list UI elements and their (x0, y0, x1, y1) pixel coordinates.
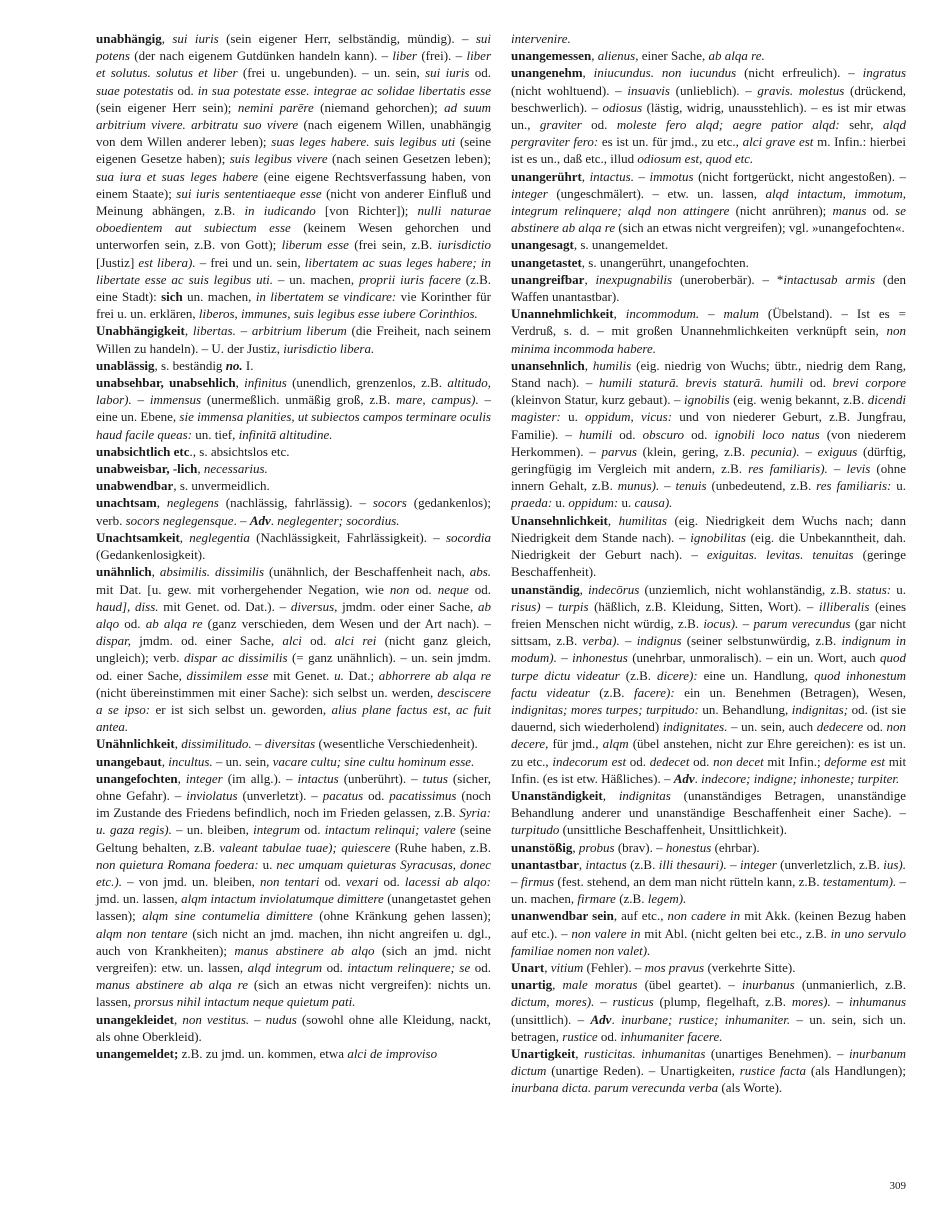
dictionary-entry: unabhängig, sui iuris (sein eigener Herr, selbständig, mündig). – sui potens (der nach eigenem Gutdünken handeln kann). – liber (frei). – liber et solutus. solutus et liber (frei u. ungebunden). – un. sein, sui iuris od. suae potestatis od. in sua potestate esse. integrae ac solidae libertatis esse (sein eigener Herr sein); nemini parēre (niemand gehorchen); ad suum arbitrium vivere. arbitratu suo vivere (nach eigenem Willen, unabhängig von dem Willen anderer leben); suas leges habere. suis legibus uti (seine eigenen Gesetze haben); suis legibus vivere (nach seinen Gesetzen leben); sua iura et suas leges habere (eine eigene Rechtsverfassung haben, von einem Staate); sui iuris sententiaeque esse (nicht von anderer Einfluß und Meinung abhängen, z.B. in iudicando [von Richter]); nulli naturae oboedientem aut subiectum esse (keinem Wesen gehorchen und unterworfen sein, z.B. von Gott); liberum esse (frei sein, z.B. iurisdictio [Justiz] est libera). – frei und un. sein, libertatem ac suas leges habere; in libertate esse ac suis legibus uti. – un. machen, proprii iuris facere (z.B. eine Stadt): sich un. machen, in libertatem se vindicare: vie Korinther für frei u. un. erklären, liberos, immunes, suis legibus esse iubere Corinthios. (96, 31, 492, 322)
dictionary-entry: Unabhängigkeit, libertas. – arbitrium liberum (die Freiheit, nach seinem Willen zu handeln). – U. der Justiz, iurisdictio libera. (96, 323, 492, 356)
dictionary-entry: intervenire. (511, 31, 571, 46)
dictionary-entry: unähnlich, absimilis. dissimilis (unähnlich, der Beschaffenheit nach, abs. mit Dat. [u. gew. mit vorhergehender Negation, wie non od. neque od. haud], diss. mit Genet. od. Dat.). – diversus, jmdm. oder einer Sache, ab alqo od. ab alqa re (ganz verschieden, dem Wesen und der Art nach). – dispar, jmdm. od. einer Sache, alci od. alci rei (nicht ganz gleich, ungleich); verb. dispar ac dissimilis (= ganz unähnlich). – un. sein jmdm. od. einer Sache, dissimilem esse mit Genet. u. Dat.; abhorrere ab alqa re (nicht übereinstimmen mit einer Sache): sich selbst un. werden, desciscere a se ipso: er ist sich selbst un. geworden, alius plane factus est, ac fuit antea. (96, 564, 492, 735)
dictionary-entry: Unachtsamkeit, neglegentia (Nachlässigkeit, Fahrlässigkeit). – socordia (Gedankenlosigkeit). (96, 529, 491, 563)
dictionary-entry: unanwendbar sein, auf etc., non cadere in mit Akk. (keinen Bezug haben auf etc.). – non valere in mit Abl. (nicht gelten bei etc., z.B. in uno servulo familiae nomen non valet). (511, 908, 906, 958)
dictionary-entry: unachtsam, neglegens (nachlässig, fahrlässig). – socors (gedankenlos); verb. socors neglegensque. – Adv. neglegenter; socordius. (96, 495, 491, 528)
dictionary-entry: unangemeldet; z.B. zu jmd. un. kommen, etwa alci de improviso (96, 1045, 438, 1061)
dictionary-entry: unangesagt, s. unangemeldet. (511, 237, 669, 253)
dictionary-entry: Unanständigkeit, indignitas (unanständiges Betragen, unanständige Behandlung anderer und unanständige Beschaffenheit einer Sache). – turpitudo (unsittliche Beschaffenheit, Unsittlichkeit). (511, 787, 906, 838)
dictionary-page (96, 30, 906, 1180)
dictionary-entry: unangefochten, integer (im allg.). – intactus (unberührt). – tutus (sicher, ohne Gefahr). – inviolatus (unverletzt). – pacatus od. pacatissimus (noch im Zustande des Friedens befindlich, noch im Frieden gelassen, z.B. Syria: u. gaza regis). – un. bleiben, integrum od. intactum relinqui; valere (seine Geltung behalten, z.B. valeant tabulae tuae); quiescere (Ruhe haben, z.B. non quietura Romana foedera: u. nec umquam quieturas Syracusas, donec etc.). – von jmd. un. bleiben, non tentari od. vexari od. lacessi ab alqo: jmd. un. lassen, alqm intactum inviolatumque dimittere (unangetastet gehen lassen); alqm sine contumelia dimittere (ohne Kränkung gehen lassen); alqm non tentare (sich nicht an jmd. machen, ihn nicht angreifen u. dgl., auch von Krankheiten); manus abstinere ab alqo (sich an jmd. nicht vergreifen): etw. un. lassen, alqd integrum od. intactum relinquere; se od. manus abstinere ab alqa re (sich an etwas nicht vergreifen): nichts un. lassen, prorsus nihil intactum neque quietum pati. (96, 770, 492, 1010)
dictionary-entry: unangemessen, alienus, einer Sache, ab alqa re. (511, 48, 765, 64)
dictionary-entry: unangreifbar, inexpugnabilis (uneroberbär). – *intactusab armis (den Waffen unantastbar). (511, 271, 906, 305)
dictionary-entry: unanständig, indecōrus (unziemlich, nicht wohlanständig, z.B. status: u. risus) – turpis (häßlich, z.B. Kleidung, Sitten, Wort). – illiberalis (eines freien Menschen nicht würdig, z.B. iocus). – parum verecundus (gar nicht sittsam, z.B. verba). – indignus (seiner selbstunwürdig, z.B. indignum in modum). – inhonestus (unehrbar, unmoralisch). – ein un. Wort, auch quod turpe dictu videatur (z.B. dicere): eine un. Handlung, quod inhonestum factu videatur (z.B. facere): ein un. Benehmen (Betragen), Wesen, indignitas; mores turpes; turpitudo: un. Behandlung, indignitas; od. (ist sie dauernd, sich wiederholend) indignitates. – un. sein, auch dedecere od. non decere, für jmd., alqm (übel anstehen, nicht zur Ehre gereichen): es ist un. zu etc., indecorum est od. dedecet od. non decet mit Infin.; deforme est mit Infin. (es ist etw. Häßliches). – Adv. indecore; indigne; inhoneste; turpiter. (511, 581, 907, 786)
dictionary-entry: unanstößig, probus (brav). – honestus (ehrbar). (511, 839, 760, 855)
dictionary-entry: unartig, male moratus (übel geartet). – inurbanus (unmanierlich, z.B. dictum, mores). – rusticus (plump, flegelhaft, z.B. mores). – inhumanus (unsittlich). – Adv. inurbane; rustice; inhumaniter. – un. sein, sich un. betragen, rustice od. inhumaniter facere. (511, 977, 907, 1044)
dictionary-entry: unabweisbar, -lich, necessarius. (96, 461, 268, 477)
dictionary-entry: unansehnlich, humilis (eig. niedrig von Wuchs; übtr., niedrig dem Rang, Stand nach). – humili staturā. brevis staturā. humili od. brevi corpore (kleinvon Statur, kurz gebaut). – ignobilis (eig. wenig bekannt, z.B. dicendi magister: u. oppidum, vicus: und von niederer Geburt, z.B. Jungfrau, Familie). – humili od. obscuro od. ignobili loco natus (von niederem Herkommen). – parvus (klein, gering, z.B. pecunia). – exiguus (dürftig, geringfügig im Vergleich mit andern, z.B. res familiaris). – levis (ohne innern Gehalt, z.B. munus). – tenuis (unbedeutend, z.B. res familiaris: u. praeda: u. oppidum: u. causa). (511, 357, 907, 511)
dictionary-entry: unangerührt, intactus. – immotus (nicht fortgerückt, nicht angestoßen). – integer (ungeschmälert). – etw. un. lassen, alqd intactum, immotum, integrum relinquere; alqd non attingere (nicht anrühren); manus od. se abstinere ab alqa re (sich an etwas nicht vergreifen); vgl. »unangefochten«. (511, 168, 907, 236)
page-number: 309 (889, 1180, 906, 1192)
dictionary-entry: Unansehnlichkeit, humilitas (eig. Niedrigkeit dem Wuchs nach; dann Niedrigkeit dem Stande nach). – ignobilitas (eig. die Unbekanntheit, dah. Niedrigkeit der Geburt nach). – exiguitas. levitas. tenuitas (geringe Beschaffenheit). (511, 512, 906, 580)
dictionary-entry: unangebaut, incultus. – un. sein, vacare cultu; sine cultu hominum esse. (96, 753, 475, 769)
dictionary-entry: unantastbar, intactus (z.B. illi thesauri). – integer (unverletzlich, z.B. ius). – firmus (fest. stehend, an dem man nicht rütteln kann, z.B. testamentum). – un. machen, firmare (z.B. legem). (511, 856, 907, 907)
dictionary-entry: unangenehm, iniucundus. non iucundus (nicht erfreulich). – ingratus (nicht wohltuend). – insuavis (unlieblich). – gravis. molestus (drückend, beschwerlich). – odiosus (lästig, widrig, unausstehlich). – es ist mir etwas un., graviter od. moleste fero alqd; aegre patior alqd: sehr, alqd pergraviter fero: es ist un. für jmd., zu etc., alci grave est m. Infin.: hierbei ist es un., daß etc., illud odiosum est, quod etc. (511, 65, 907, 167)
dictionary-entry: unabsehbar, unabsehlich, infinitus (unendlich, grenzenlos, z.B. altitudo, labor). – immensus (unermeßlich. unmäßig groß, z.B. mare, campus). – eine un. Ebene, sie immensa planities, ut subiectos campos terminare oculis haud facile queas: un. tief, infinitā altitudine. (96, 375, 492, 442)
dictionary-entry: Unannehmlichkeit, incommodum. – malum (Übelstand). – Ist es = Verdruß, s. d. – mit großen Unannehmlichkeiten verknüpft sein, non minima incommoda habere. (511, 306, 907, 356)
dictionary-entry: Unart, vitium (Fehler). – mos pravus (verkehrte Sitte). (511, 959, 796, 975)
dictionary-entry: unangekleidet, non vestitus. – nudus (sowohl ohne alle Kleidung, nackt, als ohne Oberkleid). (96, 1011, 492, 1044)
right-column (511, 30, 906, 1097)
dictionary-entry: unablässig, s. beständig no. I. (96, 357, 254, 373)
dictionary-entry: unabsichtlich etc., s. absichtslos etc. (96, 443, 290, 459)
dictionary-entry: Unartigkeit, rusticitas. inhumanitas (unartiges Benehmen). – inurbanum dictum (unartige Reden). – Unartigkeiten, rustice facta (als Handlungen); inurbana dicta. parum verecunda verba (als Worte). (511, 1045, 906, 1096)
dictionary-entry: unangetastet, s. unangerührt, unangefochten. (511, 254, 749, 270)
dictionary-entry: unabwendbar, s. unvermeidlich. (96, 478, 270, 494)
left-column (96, 30, 491, 1062)
dictionary-entry: Unähnlichkeit, dissimilitudo. – diversitas (wesentliche Verschiedenheit). (96, 736, 478, 752)
